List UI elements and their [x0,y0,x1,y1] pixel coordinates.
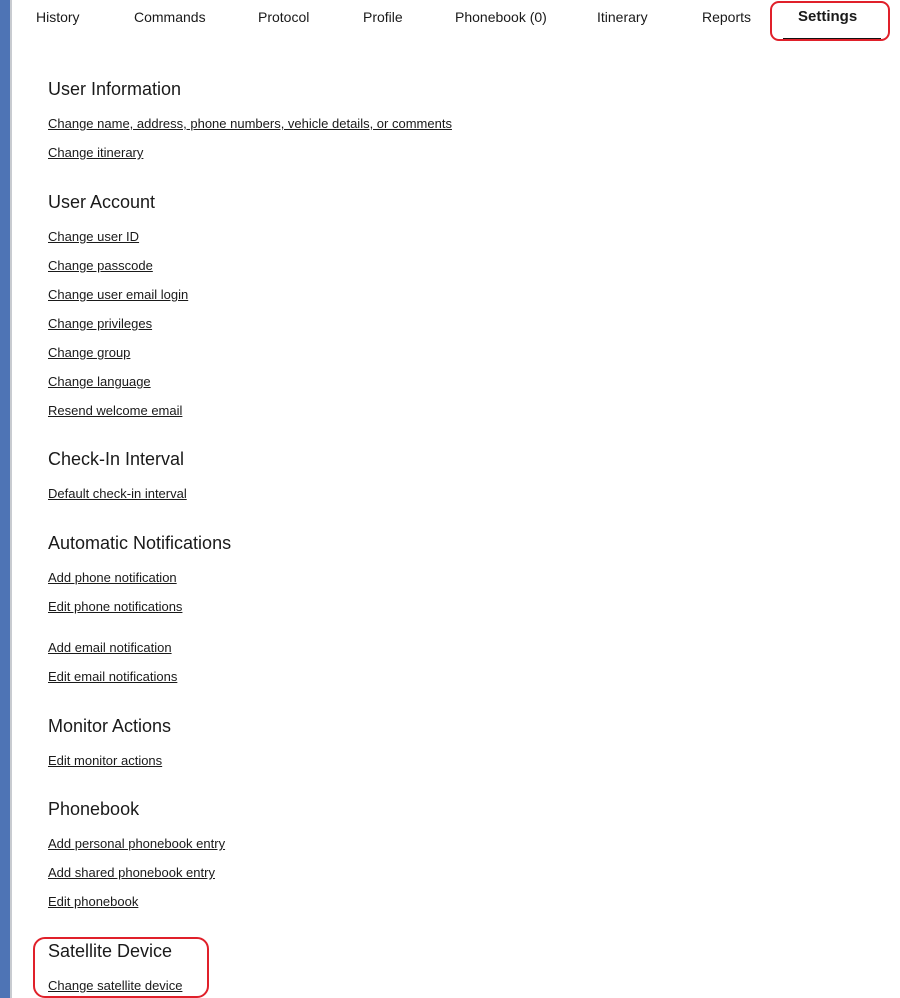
left-accent-bar [0,0,10,998]
satellite-device-highlight-annotation [33,937,209,998]
settings-tab-highlight-annotation [770,1,890,41]
link-add-personal-phonebook-entry[interactable]: Add personal phonebook entry [48,836,226,851]
tab-settings[interactable]: Settings [798,8,858,25]
link-change-user-details[interactable]: Change name, address, phone numbers, vehicle details, or comments [48,116,452,131]
section-title-check-in-interval: Check-In Interval [48,449,185,469]
section-title-user-account: User Account [48,192,156,212]
section-title-phonebook: Phonebook [48,799,140,819]
section-title-satellite-device: Satellite Device [48,941,173,961]
link-change-privileges[interactable]: Change privileges [48,316,153,331]
link-add-phone-notification[interactable]: Add phone notification [48,570,177,585]
tab-history[interactable]: History [36,9,80,25]
link-change-group[interactable]: Change group [48,345,131,360]
link-resend-welcome-email[interactable]: Resend welcome email [48,403,183,418]
tab-itinerary[interactable]: Itinerary [597,9,648,25]
tab-reports[interactable]: Reports [702,9,752,25]
link-edit-phone-notifications[interactable]: Edit phone notifications [48,599,183,614]
tab-phonebook[interactable]: Phonebook (0) [455,9,547,25]
tab-commands[interactable]: Commands [134,9,206,25]
link-change-user-email-login[interactable]: Change user email login [48,287,189,302]
section-title-user-information: User Information [48,79,182,99]
link-change-satellite-device[interactable]: Change satellite device [48,978,183,993]
link-change-language[interactable]: Change language [48,374,151,389]
link-change-user-id[interactable]: Change user ID [48,229,140,244]
link-change-passcode[interactable]: Change passcode [48,258,153,273]
section-title-monitor-actions: Monitor Actions [48,716,172,736]
tab-bar [12,0,900,40]
link-add-email-notification[interactable]: Add email notification [48,640,172,655]
link-change-itinerary[interactable]: Change itinerary [48,145,144,160]
link-edit-phonebook[interactable]: Edit phonebook [48,894,139,909]
link-add-shared-phonebook-entry[interactable]: Add shared phonebook entry [48,865,215,880]
left-accent-edge [10,0,12,998]
link-default-check-in-interval[interactable]: Default check-in interval [48,486,187,501]
section-title-automatic-notifications: Automatic Notifications [48,533,232,553]
link-edit-monitor-actions[interactable]: Edit monitor actions [48,753,163,768]
tab-protocol[interactable]: Protocol [258,9,310,25]
link-edit-email-notifications[interactable]: Edit email notifications [48,669,178,684]
tab-profile[interactable]: Profile [363,9,403,25]
